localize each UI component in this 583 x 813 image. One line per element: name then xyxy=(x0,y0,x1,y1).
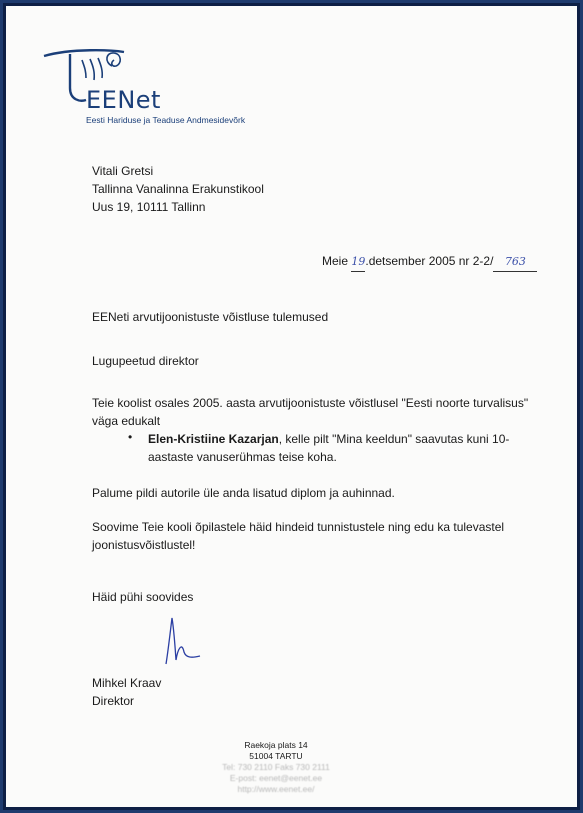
signature-icon xyxy=(156,612,206,672)
winner-name: Elen-Kristiine Kazarjan xyxy=(148,432,279,446)
date-reference xyxy=(322,252,537,272)
date-text: .detsember 2005 nr 2-2/ xyxy=(365,254,494,268)
body-paragraph-2: Palume pildi autorile üle anda lisatud diplom ja auhinnad. xyxy=(92,486,395,500)
reference-number-handwritten: 763 xyxy=(493,253,537,272)
letter-subject: EENeti arvutijoonistuste võistluse tulemused xyxy=(92,310,329,324)
footer-address xyxy=(186,740,366,795)
bullet-marker: • xyxy=(128,430,133,444)
footer-web: http://www.eenet.ee/ xyxy=(237,784,315,794)
recipient-organization: Tallinna Vanalinna Erakunstikool xyxy=(92,182,264,196)
recipient-name: Vitali Gretsi xyxy=(92,164,154,178)
date-day-handwritten: 19 xyxy=(351,253,365,272)
award-description: , kelle pilt "Mina keeldun" saavutas kuni 10- aastaste vanuserühmas teise koha. xyxy=(148,432,510,464)
logo-wordmark: EENet xyxy=(86,86,161,114)
closing: Häid pühi soovides xyxy=(92,590,194,604)
letter-sheet xyxy=(6,6,577,807)
body-paragraph-1: Teie koolist osales 2005. aasta arvutijoonistuste võistlusel "Eesti noorte turvalisus" väga edukalt xyxy=(92,396,529,428)
logo-tagline: Eesti Hariduse ja Teaduse Andmesidevõrk xyxy=(86,115,246,125)
footer-email: E-post: eenet@eenet.ee xyxy=(229,773,323,783)
body-paragraph-3: Soovime Teie kooli õpilastele häid hindeid tunnistustele ning edu ka tulevastel joonistusvõistlustel! xyxy=(92,520,505,552)
award-bullet xyxy=(148,430,548,466)
date-prefix: Meie xyxy=(322,254,349,268)
footer-city: 51004 TARTU xyxy=(249,751,303,761)
recipient-address: Uus 19, 10111 Tallinn xyxy=(92,200,206,214)
signatory-name: Mihkel Kraav xyxy=(92,676,162,690)
footer-street: Raekoja plats 14 xyxy=(244,740,308,750)
footer-phone: Tel: 730 2110 Faks 730 2111 xyxy=(222,762,330,772)
signatory-title: Direktor xyxy=(92,694,135,708)
salutation: Lugupeetud direktor xyxy=(92,354,199,368)
